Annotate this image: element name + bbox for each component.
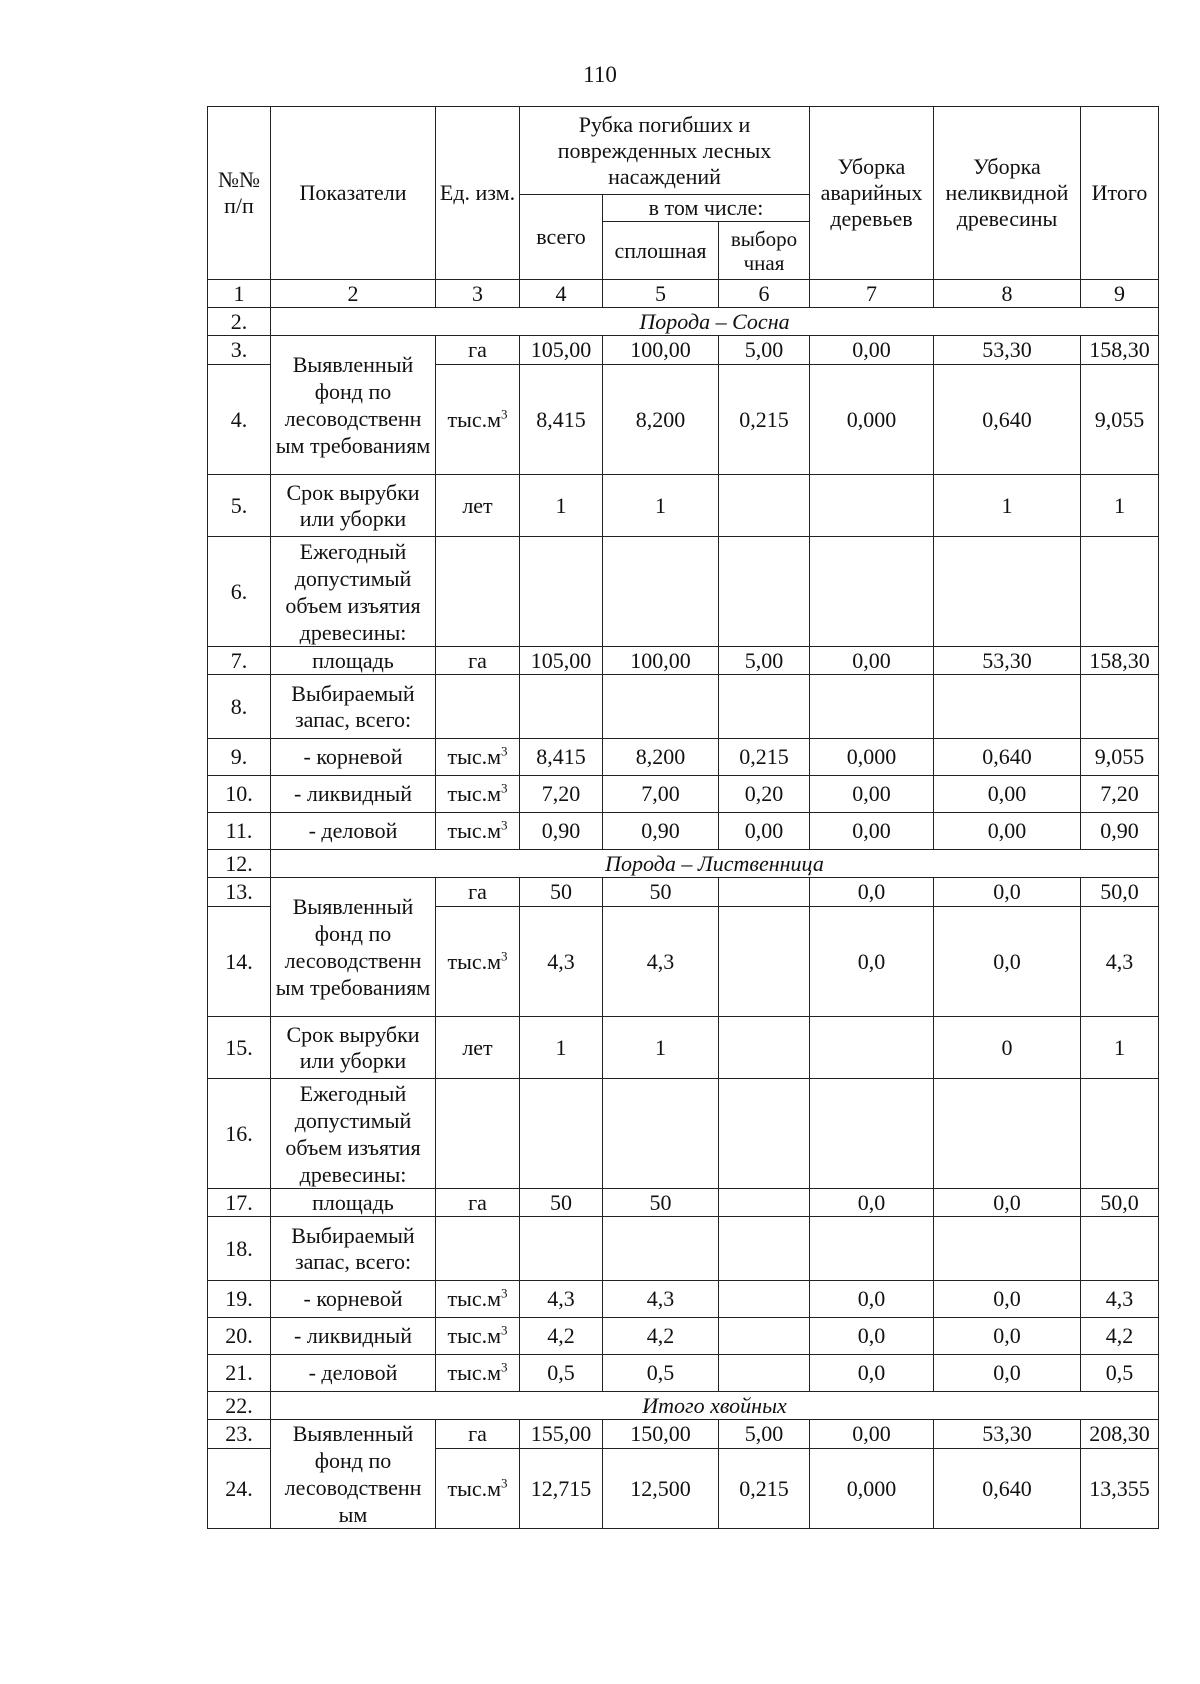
unit-cell: $тыс.м^3$ — [436, 907, 520, 1017]
value-cell: 0,5 — [520, 1355, 603, 1392]
value-cell — [603, 537, 719, 647]
value-cell: 0,0 — [934, 1189, 1081, 1217]
row-number: 3. — [208, 336, 271, 365]
value-cell: 0,90 — [1081, 813, 1159, 850]
value-cell: 0,0 — [810, 1189, 934, 1217]
value-cell — [810, 1079, 934, 1189]
row-number: 17. — [208, 1189, 271, 1217]
value-cell: 0,20 — [719, 776, 810, 813]
indicator-label: - корневой — [271, 739, 436, 776]
value-cell — [520, 1079, 603, 1189]
value-cell: 1 — [603, 475, 719, 537]
header-illiquid: Уборка неликвидной древесины — [934, 107, 1081, 280]
value-cell — [520, 1217, 603, 1281]
value-cell: 0,90 — [603, 813, 719, 850]
value-cell: 0,215 — [719, 1449, 810, 1529]
value-cell: 105,00 — [520, 336, 603, 365]
value-cell — [719, 675, 810, 739]
row-number: 22. — [208, 1392, 271, 1420]
value-cell — [719, 1017, 810, 1079]
table-row — [208, 1017, 1159, 1079]
value-cell: 4,3 — [520, 1281, 603, 1318]
value-cell — [810, 475, 934, 537]
value-cell: 4,3 — [1081, 1281, 1159, 1318]
section-title: Порода – Сосна — [271, 308, 1159, 336]
unit-cell: га — [436, 647, 520, 675]
indicator-label: - корневой — [271, 1281, 436, 1318]
value-cell: 0,0 — [810, 1318, 934, 1355]
row-number: 19. — [208, 1281, 271, 1318]
header-total: всего — [520, 195, 603, 280]
value-cell: 12,715 — [520, 1449, 603, 1529]
indicator-label: Выявленный фонд по лесоводственн ым требованиям — [271, 336, 436, 475]
value-cell — [1081, 675, 1159, 739]
table-row — [208, 1217, 1159, 1281]
unit-cell: га — [436, 336, 520, 365]
table-row — [208, 776, 1159, 813]
value-cell: 9,055 — [1081, 739, 1159, 776]
value-cell: 0,0 — [934, 878, 1081, 907]
row-number: 11. — [208, 813, 271, 850]
column-number: 3 — [436, 280, 520, 308]
value-cell: 0,000 — [810, 1449, 934, 1529]
value-cell — [934, 675, 1081, 739]
unit-cell: га — [436, 1189, 520, 1217]
value-cell: 4,3 — [603, 907, 719, 1017]
indicator-label: Выявленный фонд по лесоводственн ым — [271, 1420, 436, 1529]
row-number: 20. — [208, 1318, 271, 1355]
value-cell — [719, 1217, 810, 1281]
value-cell — [603, 1217, 719, 1281]
value-cell: 1 — [1081, 475, 1159, 537]
header-including: в том числе: — [603, 195, 810, 222]
value-cell: 50 — [520, 1189, 603, 1217]
unit-cell: лет — [436, 475, 520, 537]
row-number: 4. — [208, 365, 271, 475]
column-number: 4 — [520, 280, 603, 308]
indicator-label: площадь — [271, 647, 436, 675]
value-cell: 0,215 — [719, 365, 810, 475]
value-cell: 1 — [520, 1017, 603, 1079]
value-cell: 8,200 — [603, 365, 719, 475]
value-cell — [719, 878, 810, 907]
value-cell — [719, 537, 810, 647]
value-cell: 0,00 — [810, 1420, 934, 1449]
value-cell: 0,00 — [810, 336, 934, 365]
indicator-label: Выявленный фонд по лесоводственн ым требованиям — [271, 878, 436, 1017]
value-cell: 100,00 — [603, 647, 719, 675]
value-cell: 53,30 — [934, 1420, 1081, 1449]
indicator-label: площадь — [271, 1189, 436, 1217]
column-number: 7 — [810, 280, 934, 308]
row-number: 15. — [208, 1017, 271, 1079]
table-row — [208, 675, 1159, 739]
row-number: 12. — [208, 850, 271, 878]
indicator-label: - деловой — [271, 813, 436, 850]
unit-cell: $тыс.м^3$ — [436, 739, 520, 776]
unit-cell: га — [436, 878, 520, 907]
table-row — [208, 308, 1159, 336]
value-cell: 1 — [603, 1017, 719, 1079]
row-number: 6. — [208, 537, 271, 647]
value-cell: 4,3 — [603, 1281, 719, 1318]
column-number: 1 — [208, 280, 271, 308]
table-row — [208, 739, 1159, 776]
value-cell: 5,00 — [719, 336, 810, 365]
value-cell — [719, 1189, 810, 1217]
column-number: 2 — [271, 280, 436, 308]
value-cell: 0,5 — [1081, 1355, 1159, 1392]
column-number: 8 — [934, 280, 1081, 308]
value-cell: 158,30 — [1081, 336, 1159, 365]
row-number: 14. — [208, 907, 271, 1017]
column-number: 9 — [1081, 280, 1159, 308]
indicator-label: Ежегодный допустимый объем изъятия древесины: — [271, 537, 436, 647]
value-cell: 0,0 — [934, 907, 1081, 1017]
value-cell: 12,500 — [603, 1449, 719, 1529]
table-row — [208, 1079, 1159, 1189]
header-selective: выборо чная — [719, 222, 810, 280]
value-cell: 5,00 — [719, 1420, 810, 1449]
header-num: №№ п/п — [208, 107, 271, 280]
row-number: 9. — [208, 739, 271, 776]
value-cell: 7,20 — [1081, 776, 1159, 813]
section-title: Порода – Лиственница — [271, 850, 1159, 878]
value-cell — [810, 537, 934, 647]
header-group-title: Рубка погибших и поврежденных лесных насаждений — [520, 107, 810, 195]
value-cell: 0,90 — [520, 813, 603, 850]
value-cell: 158,30 — [1081, 647, 1159, 675]
value-cell — [934, 1217, 1081, 1281]
header-unit: Ед. изм. — [436, 107, 520, 280]
unit-cell: га — [436, 1420, 520, 1449]
value-cell: 0,0 — [934, 1318, 1081, 1355]
value-cell: 50 — [603, 1189, 719, 1217]
value-cell: 0 — [934, 1017, 1081, 1079]
value-cell — [520, 537, 603, 647]
value-cell — [603, 675, 719, 739]
table-row — [208, 813, 1159, 850]
value-cell: 208,30 — [1081, 1420, 1159, 1449]
value-cell: 50 — [603, 878, 719, 907]
unit-cell — [436, 1217, 520, 1281]
value-cell: 5,00 — [719, 647, 810, 675]
value-cell — [1081, 1079, 1159, 1189]
value-cell — [603, 1079, 719, 1189]
value-cell: 4,2 — [603, 1318, 719, 1355]
value-cell: 0,00 — [810, 776, 934, 813]
value-cell — [520, 675, 603, 739]
value-cell: 0,0 — [810, 878, 934, 907]
row-number: 5. — [208, 475, 271, 537]
indicator-label: Срок вырубки или уборки — [271, 475, 436, 537]
value-cell — [719, 475, 810, 537]
unit-cell — [436, 675, 520, 739]
value-cell — [1081, 1217, 1159, 1281]
table-row — [208, 1318, 1159, 1355]
value-cell — [810, 1217, 934, 1281]
value-cell: 0,00 — [719, 813, 810, 850]
value-cell: 8,415 — [520, 365, 603, 475]
unit-cell: $тыс.м^3$ — [436, 1355, 520, 1392]
unit-cell: $тыс.м^3$ — [436, 365, 520, 475]
indicator-label: Выбираемый запас, всего: — [271, 1217, 436, 1281]
unit-cell: лет — [436, 1017, 520, 1079]
value-cell: 53,30 — [934, 647, 1081, 675]
table-row — [208, 1281, 1159, 1318]
indicator-label: - деловой — [271, 1355, 436, 1392]
value-cell: 4,3 — [1081, 907, 1159, 1017]
table-row — [208, 850, 1159, 878]
forest-felling-table — [207, 106, 1159, 1529]
unit-cell — [436, 537, 520, 647]
value-cell: 9,055 — [1081, 365, 1159, 475]
table-row — [208, 647, 1159, 675]
value-cell — [719, 1281, 810, 1318]
value-cell — [719, 1079, 810, 1189]
row-number: 7. — [208, 647, 271, 675]
value-cell — [719, 907, 810, 1017]
value-cell: 1 — [520, 475, 603, 537]
value-cell: 0,215 — [719, 739, 810, 776]
unit-cell: $тыс.м^3$ — [436, 776, 520, 813]
value-cell: 0,00 — [810, 647, 934, 675]
value-cell: 105,00 — [520, 647, 603, 675]
value-cell: 0,0 — [934, 1281, 1081, 1318]
unit-cell: $тыс.м^3$ — [436, 813, 520, 850]
value-cell — [1081, 537, 1159, 647]
value-cell: 0,00 — [810, 813, 934, 850]
value-cell: 1 — [1081, 1017, 1159, 1079]
value-cell: 0,5 — [603, 1355, 719, 1392]
header-clear: сплошная — [603, 222, 719, 280]
value-cell: 0,0 — [810, 1355, 934, 1392]
value-cell: 4,2 — [520, 1318, 603, 1355]
value-cell: 0,000 — [810, 365, 934, 475]
value-cell — [719, 1355, 810, 1392]
value-cell: 100,00 — [603, 336, 719, 365]
indicator-label: Ежегодный допустимый объем изъятия древесины: — [271, 1079, 436, 1189]
value-cell: 8,415 — [520, 739, 603, 776]
row-number: 2. — [208, 308, 271, 336]
unit-cell — [436, 1079, 520, 1189]
value-cell — [719, 1318, 810, 1355]
value-cell: 0,00 — [934, 813, 1081, 850]
value-cell: 0,0 — [810, 1281, 934, 1318]
row-number: 18. — [208, 1217, 271, 1281]
indicator-label: - ликвидный — [271, 1318, 436, 1355]
value-cell: 4,2 — [1081, 1318, 1159, 1355]
row-number: 8. — [208, 675, 271, 739]
header-indicator: Показатели — [271, 107, 436, 280]
row-number: 23. — [208, 1420, 271, 1449]
value-cell: 150,00 — [603, 1420, 719, 1449]
value-cell: 0,640 — [934, 365, 1081, 475]
value-cell: 4,3 — [520, 907, 603, 1017]
value-cell: 0,00 — [934, 776, 1081, 813]
value-cell: 50 — [520, 878, 603, 907]
value-cell — [934, 537, 1081, 647]
value-cell: 8,200 — [603, 739, 719, 776]
table-row — [208, 1355, 1159, 1392]
indicator-label: Срок вырубки или уборки — [271, 1017, 436, 1079]
column-number: 5 — [603, 280, 719, 308]
unit-cell: $тыс.м^3$ — [436, 1318, 520, 1355]
value-cell — [934, 1079, 1081, 1189]
row-number: 24. — [208, 1449, 271, 1529]
table-row — [208, 1392, 1159, 1420]
page-number: 110 — [583, 62, 617, 87]
value-cell: 13,355 — [1081, 1449, 1159, 1529]
unit-cell: $тыс.м^3$ — [436, 1449, 520, 1529]
value-cell: 1 — [934, 475, 1081, 537]
column-number: 6 — [719, 280, 810, 308]
value-cell: 0,0 — [810, 907, 934, 1017]
row-number: 10. — [208, 776, 271, 813]
indicator-label: Выбираемый запас, всего: — [271, 675, 436, 739]
value-cell: 0,640 — [934, 1449, 1081, 1529]
value-cell: 50,0 — [1081, 878, 1159, 907]
table-row — [208, 475, 1159, 537]
value-cell: 7,00 — [603, 776, 719, 813]
value-cell: 0,000 — [810, 739, 934, 776]
value-cell: 53,30 — [934, 336, 1081, 365]
value-cell — [810, 1017, 934, 1079]
value-cell: 155,00 — [520, 1420, 603, 1449]
table-row — [208, 878, 1159, 907]
table-row — [208, 1189, 1159, 1217]
table-row — [208, 537, 1159, 647]
value-cell: 0,0 — [934, 1355, 1081, 1392]
table-row — [208, 336, 1159, 365]
value-cell — [810, 675, 934, 739]
indicator-label: - ликвидный — [271, 776, 436, 813]
header-itogo: Итого — [1081, 107, 1159, 280]
value-cell: 0,640 — [934, 739, 1081, 776]
value-cell: 50,0 — [1081, 1189, 1159, 1217]
section-title: Итого хвойных — [271, 1392, 1159, 1420]
row-number: 16. — [208, 1079, 271, 1189]
unit-cell: $тыс.м^3$ — [436, 1281, 520, 1318]
row-number: 21. — [208, 1355, 271, 1392]
row-number: 13. — [208, 878, 271, 907]
value-cell: 7,20 — [520, 776, 603, 813]
header-emergency: Уборка аварийных деревьев — [810, 107, 934, 280]
table-row — [208, 1420, 1159, 1449]
